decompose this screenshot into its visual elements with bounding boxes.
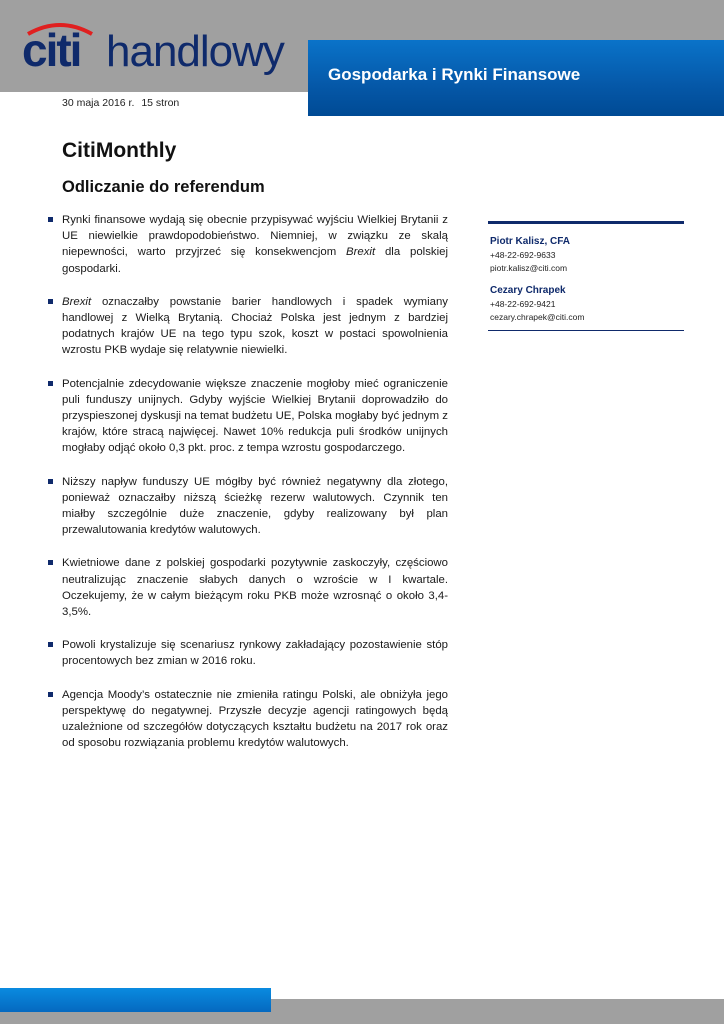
citi-handlowy-logo (20, 14, 300, 78)
bullet-item: Potencjalnie zdecydowanie większe znaczenie mogłoby mieć ograniczenie puli funduszy unijnych. Gdyby wyjście Wielkiej Brytanii doprowadziło do przyspieszonej dyskusji na temat budżetu UE, Polska mogłaby być jednym z krajów, które stracą najwięcej. Nawet 10% redukcja puli środków unijnych mogłaby odjąć około 0,3 pkt. proc. z tempa wzrostu gospodarczego. (48, 376, 448, 457)
contact-name: Cezary Chrapek (490, 285, 566, 296)
bullet-item: Brexit oznaczałby powstanie barier handlowych i spadek wymiany handlowej z Wielką Brytanią. Chociaż Polska jest jednym z bardziej podatnych krajów UE na tego typu szok, koszt w postaci spowolnienia wzrostu PKB wydaje się relatywnie niewielki. (48, 294, 448, 359)
bullet-square-icon (48, 479, 53, 484)
bullet-square-icon (48, 299, 53, 304)
document-title: CitiMonthly (62, 139, 177, 162)
bullet-square-icon (48, 217, 53, 222)
bullet-item: Kwietniowe dane z polskiej gospodarki pozytywnie zaskoczyły, częściowo neutralizując znaczenie słabych danych o wzroście w I kwartale. Oczekujemy, że w całym bieżącym roku PKB może wzrosnąć o około 3,4-3,5%. (48, 555, 448, 620)
bullet-item: Rynki finansowe wydają się obecnie przypisywać wyjściu Wielkiej Brytanii z UE niewielkie prawdopodobieństwo. Niemniej, w związku ze skalą niepewności, warto przyjrzeć się konsekwencjom Brexit dla polskiej gospodarki. (48, 212, 448, 277)
bullet-item: Agencja Moody’s ostatecznie nie zmieniła ratingu Polski, ale obniżyła jego perspektywę do negatywnej. Przyszłe decyzje agencji ratingowych będą uzależnione od szczegółów dotyczących kształtu budżetu na 2017 rok oraz od sposobu rozwiązania problemu kredytów walutowych. (48, 687, 448, 752)
contact-card (488, 285, 684, 322)
bullet-square-icon (48, 642, 53, 647)
contact-card (488, 236, 684, 273)
section-title: Gospodarka i Rynki Finansowe (328, 65, 581, 84)
meta-line (62, 97, 179, 109)
contact-email[interactable]: piotr.kalisz@citi.com (490, 263, 568, 273)
contact-phone: +48-22-692-9421 (490, 299, 556, 309)
page-count: 15 stron (141, 97, 180, 109)
section-banner (308, 40, 724, 116)
bullet-square-icon (48, 381, 53, 386)
bullet-item: Powoli krystalizuje się scenariusz rynkowy zakładający pozostawienie stóp procentowych bez zmian w 2016 roku. (48, 637, 448, 669)
analyst-contacts (488, 221, 684, 331)
logo-icon (20, 18, 300, 78)
divider (488, 221, 684, 224)
divider (488, 330, 684, 331)
document-subtitle: Odliczanie do referendum (62, 178, 265, 196)
publication-date: 30 maja 2016 r. (62, 97, 135, 109)
footer-accent (0, 988, 271, 1012)
bullet-square-icon (48, 692, 53, 697)
summary-bullets (48, 212, 448, 768)
contact-email[interactable]: cezary.chrapek@citi.com (490, 312, 585, 322)
contact-phone: +48-22-692-9633 (490, 250, 556, 260)
bullet-item: Niższy napływ funduszy UE mógłby być również negatywny dla złotego, ponieważ oznaczałby niższą ścieżkę rezerw walutowych. Czynnik ten miałby szczególnie duże znaczenie, gdyby realizowany był plan przewalutowania kredytów walutowych. (48, 474, 448, 539)
svg-text:citi: citi (22, 24, 81, 76)
contact-name: Piotr Kalisz, CFA (490, 236, 571, 247)
svg-text:handlowy: handlowy (106, 27, 284, 76)
bullet-square-icon (48, 560, 53, 565)
